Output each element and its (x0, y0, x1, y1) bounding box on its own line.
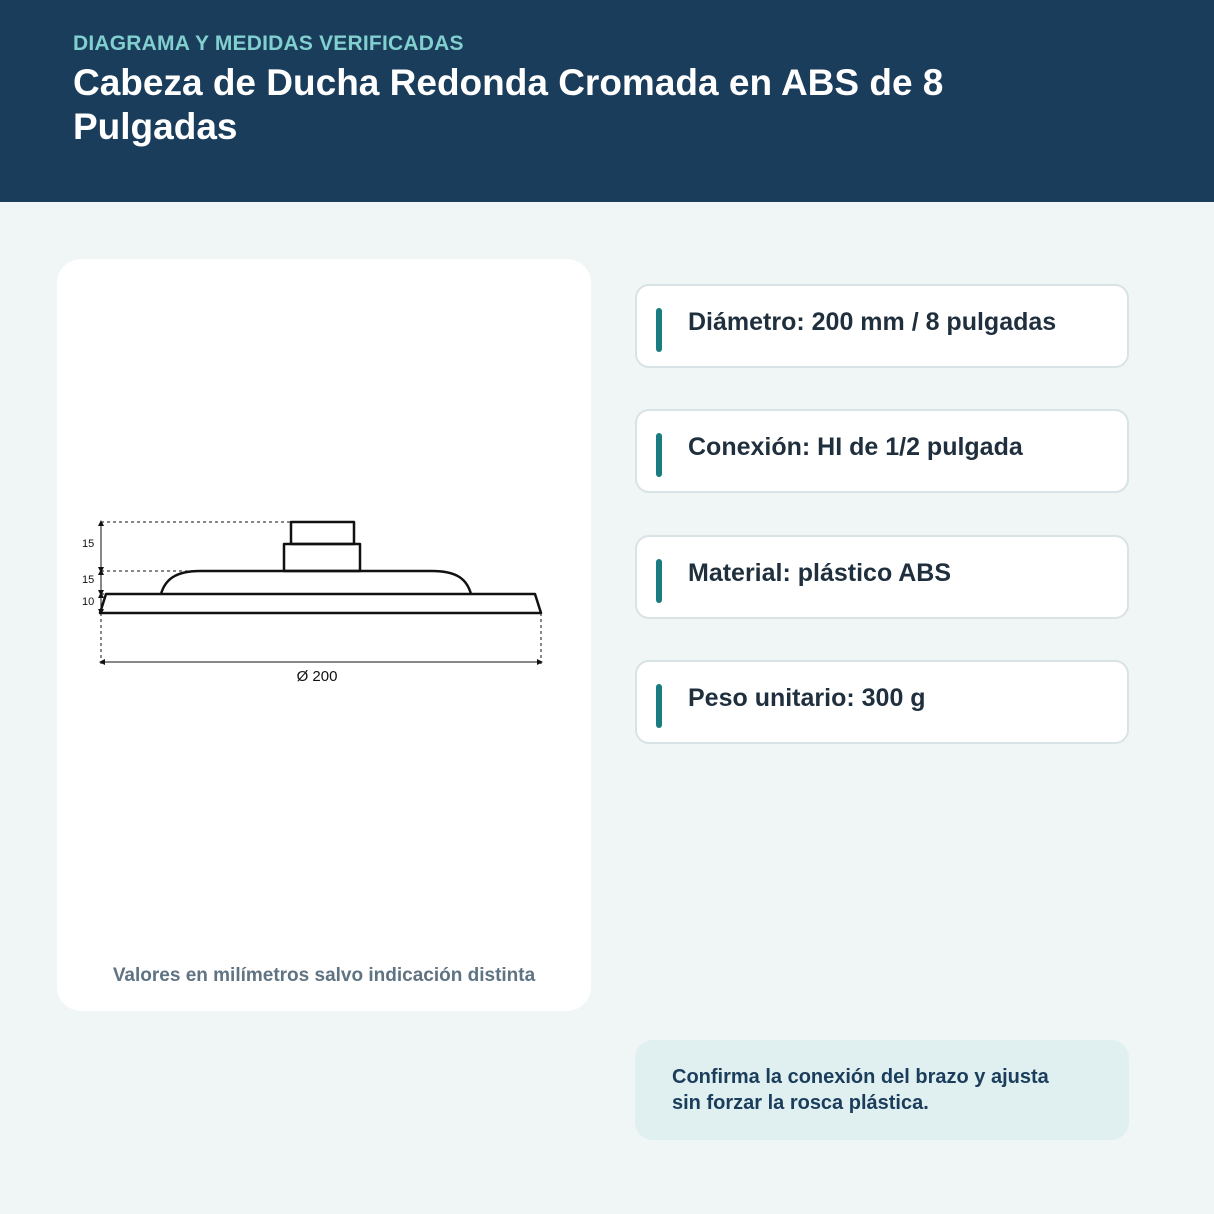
dim-label-diameter: Ø 200 (296, 668, 338, 685)
head-dome (161, 571, 471, 594)
spec-label: Conexión: HI de 1/2 pulgada (688, 433, 1023, 461)
spec-label: Peso unitario: 300 g (688, 684, 926, 712)
spec-accent-bar (656, 308, 662, 352)
connector-neck (284, 544, 360, 571)
connector-top (291, 522, 354, 544)
dim-label-top: 15 (82, 538, 95, 550)
header-kicker: DIAGRAMA Y MEDIDAS VERIFICADAS (73, 32, 464, 55)
spec-accent-bar (656, 684, 662, 728)
spec-label: Material: plástico ABS (688, 559, 952, 587)
page-title: Cabeza de Ducha Redonda Cromada en ABS de 8 Pulgadas (73, 62, 944, 147)
spec-card-material (635, 535, 1129, 619)
dim-label-base: 10 (82, 596, 95, 608)
spec-card-diameter (635, 284, 1129, 368)
spec-label: Diámetro: 200 mm / 8 pulgadas (688, 308, 1057, 336)
dim-label-middle: 15 (82, 574, 95, 586)
units-note: Valores en milímetros salvo indicación distinta (112, 965, 536, 986)
shower-head-outline (100, 522, 541, 613)
dimension-ticks (98, 520, 543, 665)
spec-accent-bar (656, 433, 662, 477)
tip-box (635, 1040, 1129, 1140)
spec-card-connection (635, 409, 1129, 493)
spec-accent-bar (656, 559, 662, 603)
head-base (100, 594, 541, 613)
spec-card-weight (635, 660, 1129, 744)
tip-text: Confirma la conexión del brazo y ajusta sin forzar la rosca plástica. (672, 1066, 1049, 1114)
